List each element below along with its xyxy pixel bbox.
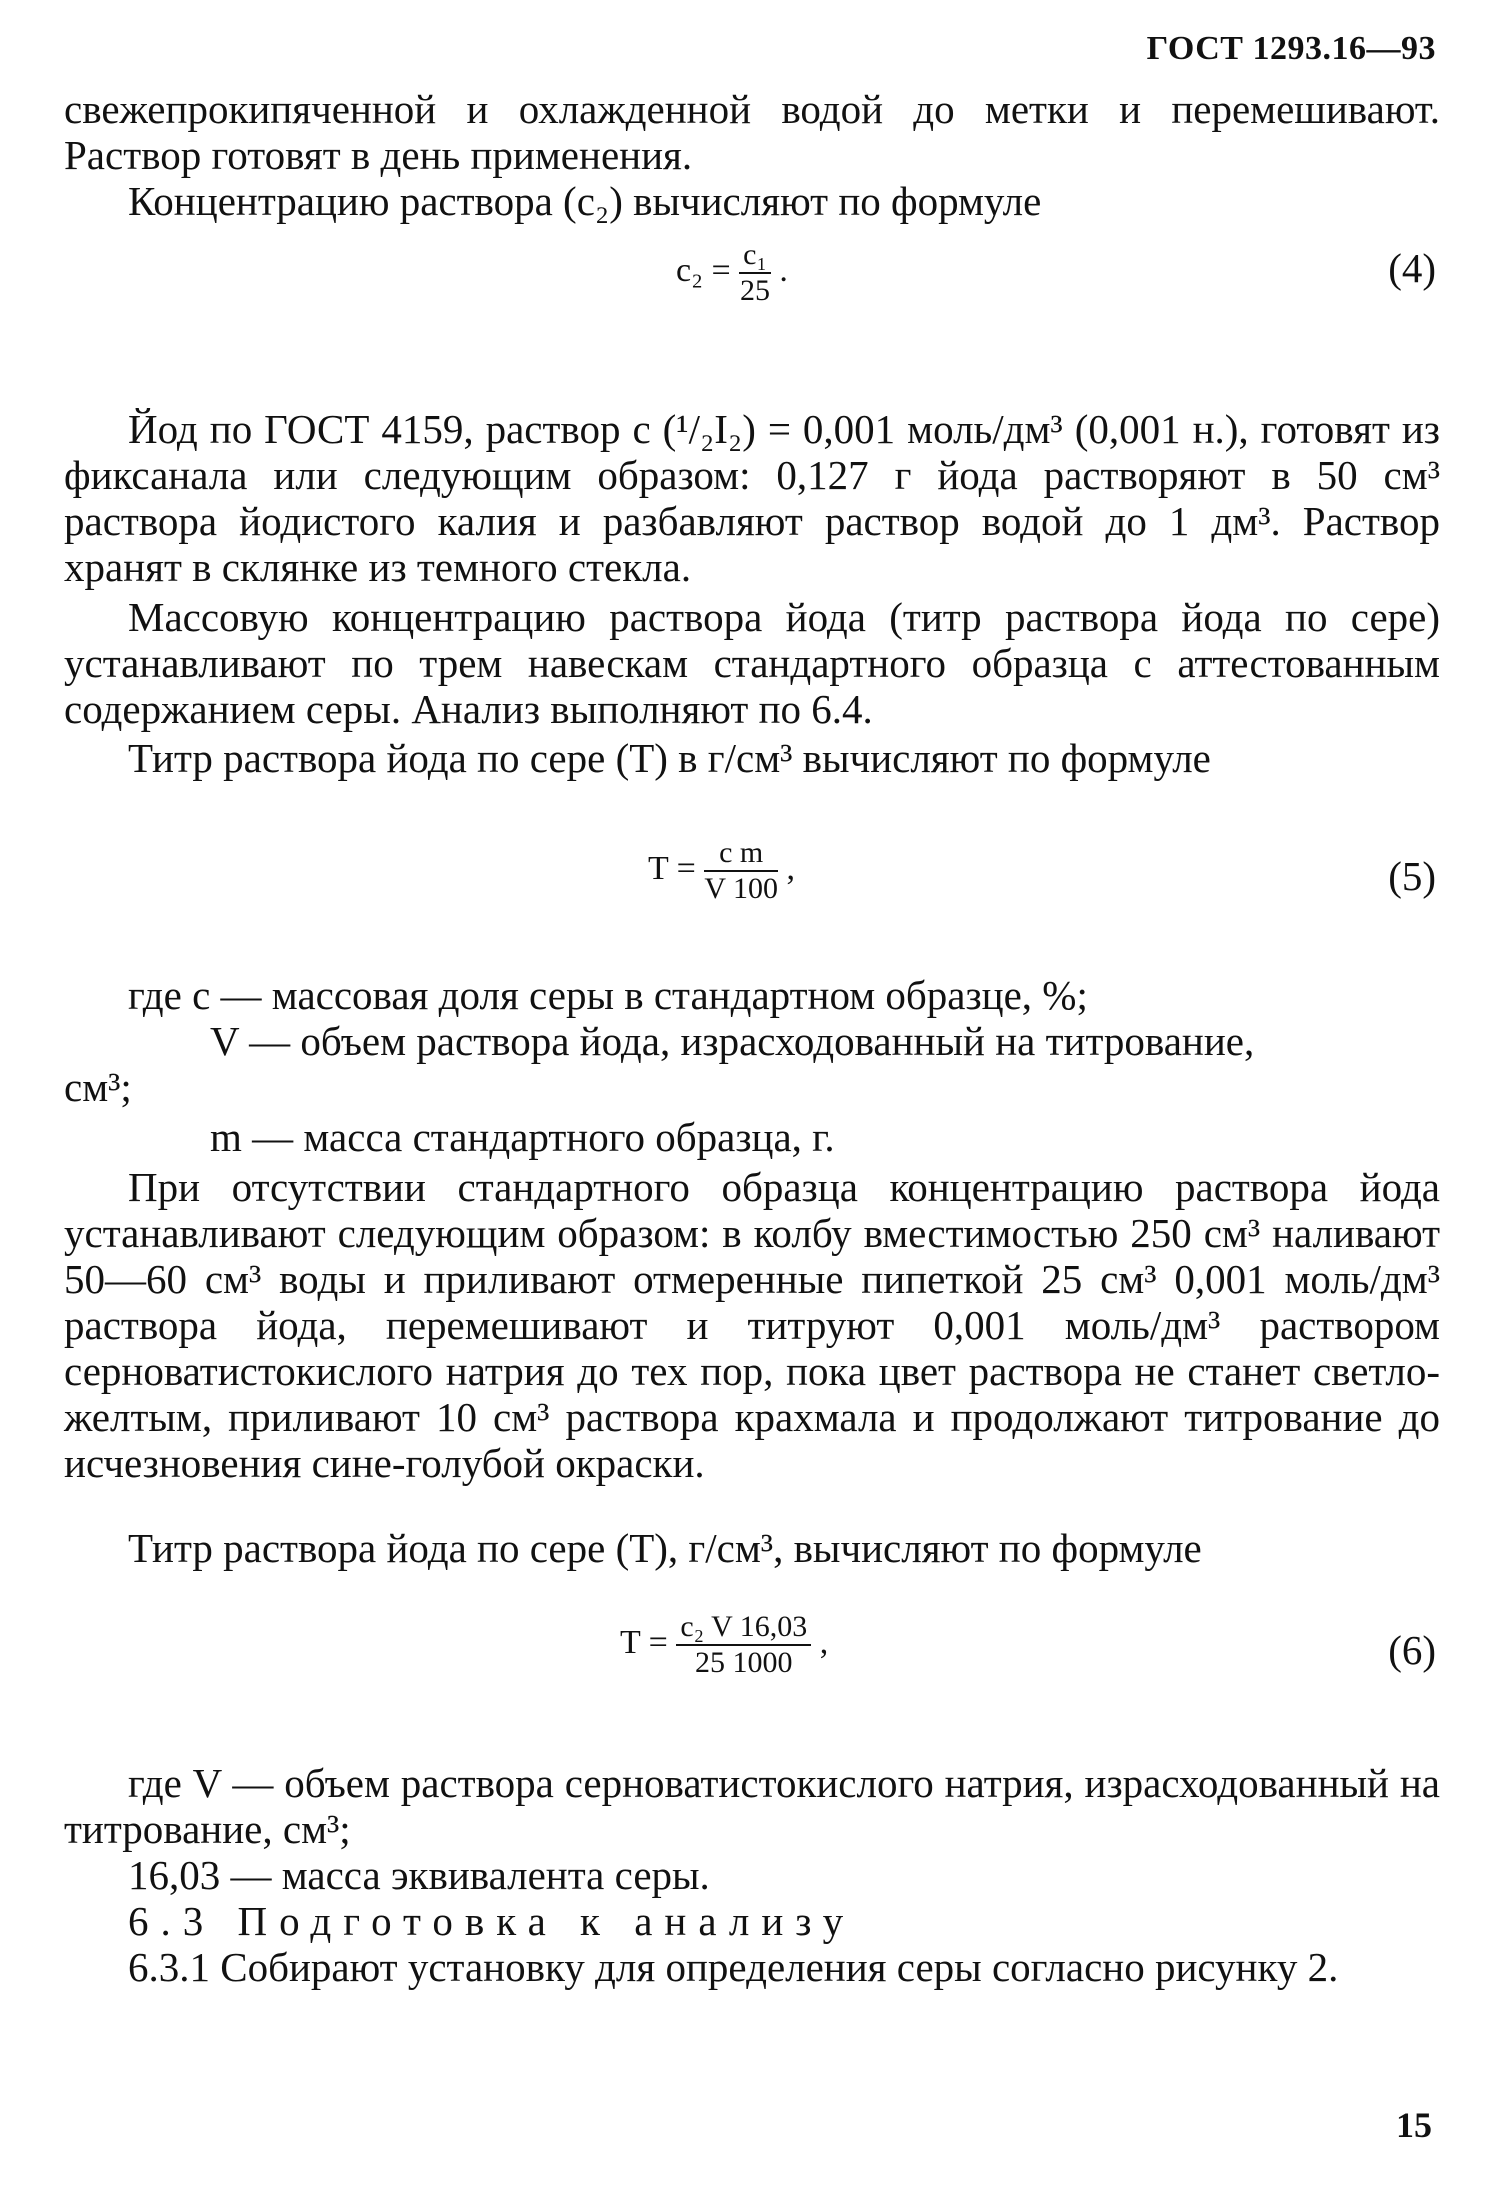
formula-5-denominator: V 100	[704, 872, 778, 905]
formula-4-denominator: 25	[740, 274, 771, 307]
equation-number-4: (4)	[1388, 245, 1436, 291]
formula-5-numerator: c m	[704, 836, 778, 872]
legend-v-unit: см³;	[64, 1064, 132, 1110]
legend-sulfur-equivalent: 16,03 — масса эквивалента серы.	[128, 1852, 710, 1898]
formula-5-lhs: T =	[648, 849, 696, 887]
formula-6-numerator: c₂ V 16,03	[676, 1610, 811, 1646]
legend-v: V — объем раствора йода, израсходованный на титрование,	[210, 1018, 1255, 1064]
formula-6-lhs: T =	[620, 1623, 668, 1661]
formula-5-tail: ,	[786, 849, 795, 887]
equation-number-6: (6)	[1388, 1627, 1436, 1673]
legend-c: где c — массовая доля серы в стандартном образце, %;	[128, 972, 1088, 1018]
document-code: ГОСТ 1293.16—93	[1146, 30, 1436, 67]
section-heading-6-3: 6.3 Подготовка к анализу	[128, 1898, 856, 1944]
page-number: 15	[1396, 2105, 1432, 2145]
formula-5-fraction	[704, 836, 778, 906]
paragraph-titer-intro: Титр раствора йода по сере (T) в г/см³ вычисляют по формуле	[128, 735, 1211, 781]
legend-v-sodium: где V — объем раствора серноватистокислого натрия, израсходованный на титрование, см³;	[64, 1760, 1440, 1852]
paragraph-mass-concentration: Массовую концентрацию раствора йода (титр раствора йода по сере) устанавливают по трем навескам стандартного образца с аттестованным содержанием серы. Анализ выполняют по 6.4.	[64, 594, 1440, 732]
formula-6-tail: ,	[819, 1623, 829, 1661]
formula-4-tail: .	[779, 251, 788, 289]
legend-m: m — масса стандартного образца, г.	[210, 1114, 835, 1160]
formula-4-fraction	[739, 238, 771, 308]
formula-4-lhs: c₂ =	[676, 251, 731, 289]
paragraph-no-standard: При отсутствии стандартного образца концентрацию раствора йода устанавливают следующим образом: в колбу вместимостью 250 см³ наливают 50—60 см³ воды и приливают отмеренные пипеткой 25 см³ 0,001 моль/дм³ раствора йода, перемешивают и титруют 0,001 моль/дм³ раствором серноватистокислого натрия до тех пор, пока цвет раствора не станет светло-желтым, приливают 10 см³ раствора крахмала и продолжают титрование до исчезновения сине-голубой окраски.	[64, 1164, 1440, 1486]
formula-6	[620, 1610, 828, 1680]
formula-6-denominator: 25 1000	[695, 1646, 793, 1679]
paragraph-continuation: свежепрокипяченной и охлажденной водой до метки и перемешивают. Раствор готовят в день применения.	[64, 86, 1440, 178]
paragraph-6-3-1: 6.3.1 Собирают установку для определения серы согласно рисунку 2.	[128, 1944, 1339, 1990]
paragraph-iodine: Йод по ГОСТ 4159, раствор c (¹/₂I₂) = 0,001 моль/дм³ (0,001 н.), готовят из фиксанала или следующим образом: 0,127 г йода растворяют в 50 см³ раствора йодистого калия и разбавляют раствор водой до 1 дм³. Раствор хранят в склянке из темного стекла.	[64, 406, 1440, 590]
formula-5	[648, 836, 795, 906]
paragraph-c2-intro: Концентрацию раствора (c₂) вычисляют по формуле	[128, 178, 1042, 224]
formula-6-fraction	[676, 1610, 811, 1680]
formula-4	[676, 238, 788, 308]
paragraph-titer-intro-2: Титр раствора йода по сере (T), г/см³, вычисляют по формуле	[128, 1525, 1202, 1571]
formula-4-numerator: c₁	[739, 238, 771, 274]
equation-number-5: (5)	[1388, 853, 1436, 899]
